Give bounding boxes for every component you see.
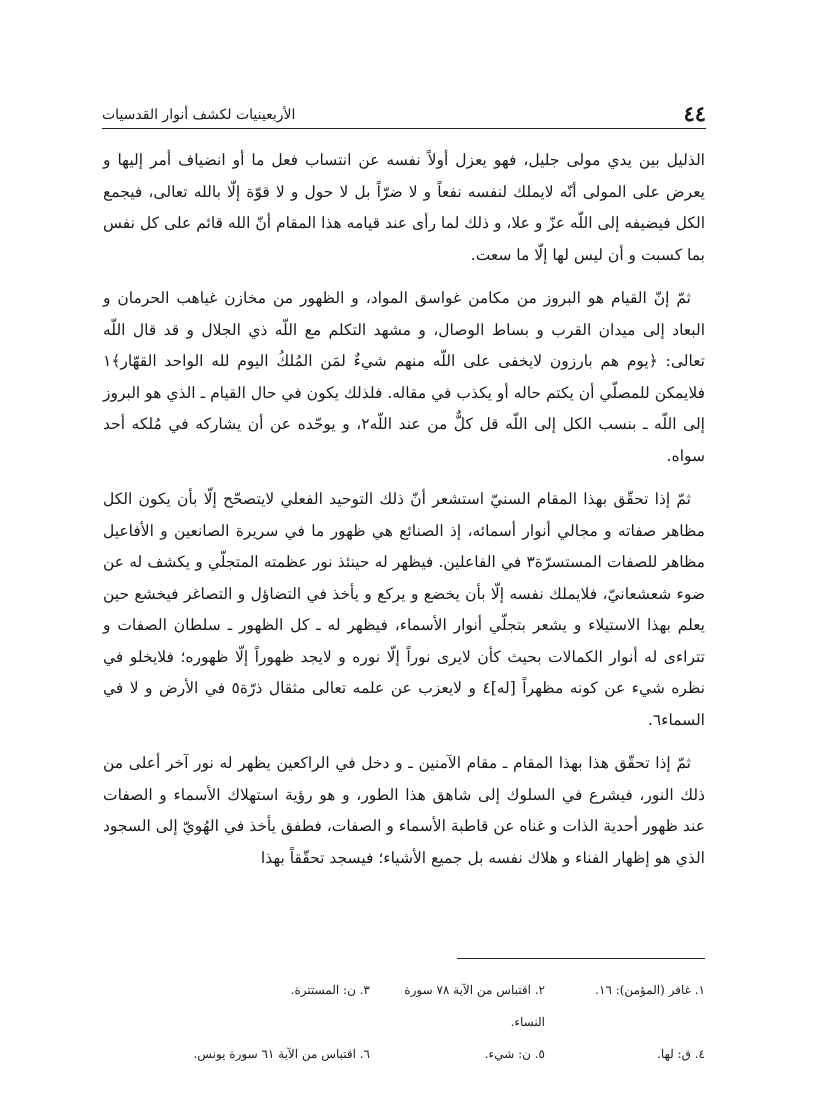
paragraph: ثمّ إذا تحقّق بهذا المقام السنيّ استشعر أنّ ذلك التوحيد الفعلي لايتصحّح إلّا بأن يكون الكل مظاهر صفاته و مجالي أنوار أسمائه، إذ الصنائع هي ظهور ما في سريرة الصانعين و الأفاعيل مظاهر للصفات المستسرّة٣ في الفاعلين. فيظهر له حينئذ نور عظمته المتجلّي و يكشف له عن ضوء شعشعانيّ، فلايملك نفسه إلّا بأن يخضع و يركع و يأخذ في التضاؤل و التصاغر فيخشع حين يعلم بهذا الاستيلاء و يشعر بتجلّي أنوار الأسماء، فيظهر له ـ كل الظهور ـ سلطان الصفات و تتراءى له أنوار الكمالات بحيث كأن لايرى نوراً إلّا نوره و لايجد ظهوراً إلّا ظهوره؛ فلايخلو في نظره شيء عن كونه مظهراً [له]٤ و لايعزب عن علمه تعالى مثقال ذرّة٥ في الأرض و لا في السماء٦.	[103, 490, 705, 729]
paragraph: ثمّ إنّ القيام هو البروز من مكامن غواسق المواد، و الظهور من مخازن غياهب الحرمان و البعاد إلى ميدان القرب و بساط الوصال، و مشهد التكلم مع اللّه ذي الجلال و قد قال اللّه تعالى: ﴿يوم هم بارزون لايخفى على اللّه منهم شيءٌ لمَن المُلكُ اليوم لله الواحد القهّار﴾١ فلايمكن للمصلّي أن يكتم حاله أو يكذب في مقاله. فلذلك يكون في حال القيام ـ الذي هو البروز إلى اللّه ـ بنسب الكل إلى اللّه قل كلٌّ من عند اللّه٢، و يوحّده عن أن يشاركه في مُلكه أحد سواه.	[103, 289, 705, 465]
footnotes	[103, 974, 705, 1070]
footnote-item: ١. غافر (المؤمن): ١٦.	[595, 983, 705, 997]
running-title: الأربعينيات لكشف أنوار القدسيات	[102, 107, 296, 123]
footnote-item: ٤. ق: لها.	[657, 1047, 705, 1061]
footnote-item: ٥. ن: شيء.	[484, 1047, 545, 1061]
footnote-item: ٦. اقتباس من الآية ٦١ سورة يونس.	[193, 1047, 370, 1061]
footnote-item: ٣. ن: المستترة.	[290, 983, 370, 997]
page-number: ٤٤	[683, 101, 706, 126]
footnote-divider	[457, 958, 705, 959]
footnote-row	[103, 1038, 705, 1070]
running-header	[102, 98, 706, 129]
paragraph: ثمّ إذا تحقّق هذا بهذا المقام ـ مقام الآمنين ـ و دخل في الراكعين يظهر له نور آخر أعلى من ذلك النور، فيشرع في السلوك إلى شاهق هذا الطور، و هو رؤية استهلاك الأسماء و الصفات عند ظهور أحدية الذات و غناه عن قاطبة الأسماء و الصفات، فطفق يأخذ في الهُويّ إلى السجود الذي هو إظهار الفناء و هلاك نفسه بل جميع الأشياء؛ فيسجد تحقّقاً بهذا	[103, 754, 705, 867]
footnote-row	[103, 974, 705, 1038]
paragraph: الذليل بين يدي مولى جليل، فهو يعزل أولاً نفسه عن انتساب فعل ما أو انضياف أمر إليها و يعرض على المولى أنّه لايملك لنفسه نفعاً و لا ضرّاً بل لا حول و لا قوّة إلّا بالله تعالى، فيجمع الكل فيضيفه إلى اللّه عزّ و علا، و ذلك لما رأى عند قيامه هذا المقام أنّ الله قائم على كل نفس بما كسبت و أن ليس لها إلّا ما سعت.	[103, 151, 705, 264]
footnote-item: ٢. اقتباس من الآية ٧٨ سورة النساء.	[404, 983, 545, 1029]
main-text	[103, 145, 705, 886]
